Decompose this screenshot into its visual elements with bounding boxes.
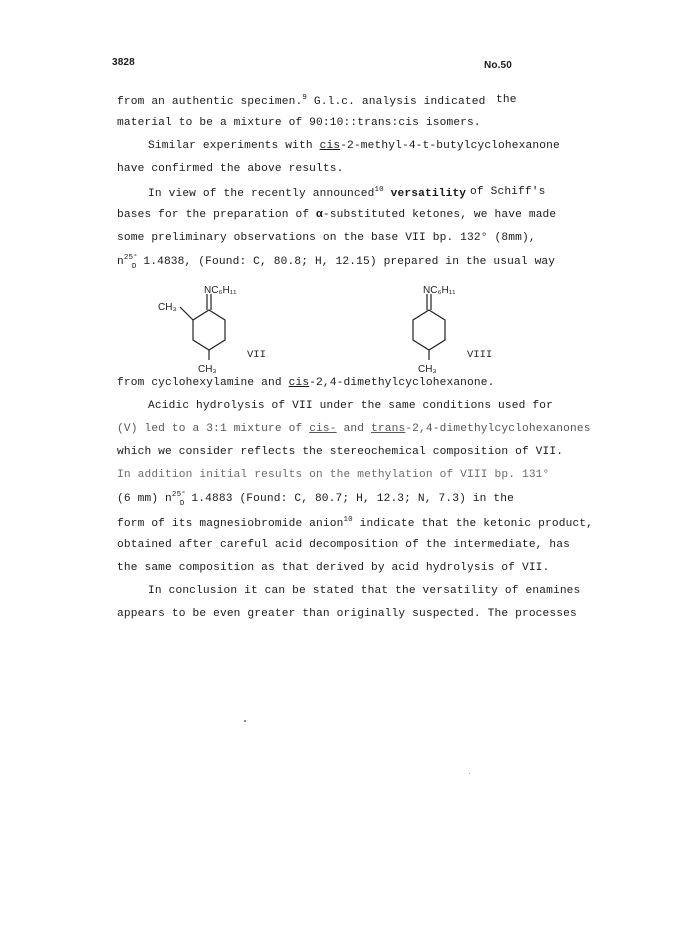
alpha-symbol: α bbox=[316, 209, 323, 221]
text-line-10: Acidic hydrolysis of VII under the same conditions used for bbox=[148, 400, 553, 412]
text-segment: 1.4838, (Found: C, 80.8; H, 12.15) prepared in the usual way bbox=[136, 256, 556, 268]
text-segment: Similar experiments with bbox=[148, 140, 320, 152]
text-line-9 bbox=[117, 377, 495, 389]
text-line-1-end: the bbox=[496, 94, 517, 106]
text-segment: 1.4883 (Found: C, 80.7; H, 12.3; N, 7.3) in the bbox=[184, 493, 514, 505]
italic-term: cis- bbox=[309, 423, 337, 435]
text-segment: -2,4-dimethylcyclohexanone. bbox=[309, 377, 495, 389]
scan-speck bbox=[244, 720, 246, 722]
text-line-16: obtained after careful acid decomposition of the intermediate, has bbox=[117, 539, 570, 551]
text-line-2: material to be a mixture of 90:10::trans:cis isomers. bbox=[117, 117, 481, 129]
refractive-index-symbol: n bbox=[117, 256, 124, 268]
viii-label: VIII bbox=[467, 349, 493, 361]
temperature-superscript: 25° bbox=[123, 254, 138, 262]
text-line-4: have confirmed the above results. bbox=[117, 163, 344, 175]
footnote-ref: 10 bbox=[374, 186, 384, 194]
page-number: 3828 bbox=[112, 57, 135, 68]
text-segment: -2-methyl-4-t-butylcyclohexanone bbox=[340, 140, 560, 152]
italic-term: cis bbox=[288, 377, 310, 389]
text-segment: bases for the preparation of bbox=[117, 209, 317, 221]
text-segment: from an authentic specimen. bbox=[117, 96, 303, 108]
text-segment: indicate that the ketonic product, bbox=[352, 518, 594, 530]
text-line-18: In conclusion it can be stated that the versatility of enamines bbox=[148, 585, 581, 597]
viii-cyclohexane-ring bbox=[413, 310, 445, 350]
text-segment: form of its magnesiobromide anion bbox=[117, 518, 344, 530]
text-line-5 bbox=[148, 186, 466, 200]
text-segment: and bbox=[336, 423, 371, 435]
text-line-19: appears to be even greater than originally suspected. The processes bbox=[117, 608, 577, 620]
issue-number: No.50 bbox=[484, 60, 512, 71]
text-line-17: the same composition as that derived by acid hydrolysis of VII. bbox=[117, 562, 550, 574]
text-line-11 bbox=[117, 423, 591, 435]
text-line-1 bbox=[117, 94, 485, 108]
text-segment: In view of the recently announced bbox=[148, 188, 375, 200]
d-subscript: D bbox=[179, 500, 185, 508]
chemical-structures bbox=[140, 280, 540, 380]
structure-vii bbox=[158, 285, 266, 375]
structure-viii bbox=[413, 285, 492, 375]
temperature-superscript: 25° bbox=[171, 491, 186, 499]
italic-term: cis bbox=[319, 140, 341, 152]
text-line-14 bbox=[117, 491, 514, 508]
vii-n-substituent: NC₆H₁₁ bbox=[204, 285, 237, 296]
scan-speck bbox=[469, 773, 470, 774]
text-segment: from cyclohexylamine and bbox=[117, 377, 289, 389]
italic-term: trans bbox=[370, 423, 406, 435]
footnote-ref: 9 bbox=[302, 94, 307, 102]
vii-methyl-bond bbox=[180, 307, 193, 320]
text-line-15 bbox=[117, 516, 593, 530]
text-line-7: some preliminary observations on the base VII bp. 132° (8mm), bbox=[117, 232, 536, 244]
text-line-3 bbox=[148, 140, 560, 152]
text-line-13: In addition initial results on the methylation of VIII bp. 131° bbox=[117, 469, 550, 481]
text-segment: versatility bbox=[383, 188, 467, 200]
text-line-8 bbox=[117, 254, 556, 271]
vii-bottom-methyl: CH₃ bbox=[198, 364, 217, 375]
text-segment: G.l.c. analysis indicated bbox=[306, 96, 486, 108]
vii-cyclohexane-ring bbox=[193, 310, 225, 350]
text-line-6 bbox=[117, 209, 556, 221]
vii-side-methyl: CH₃ bbox=[158, 302, 177, 313]
viii-n-substituent: NC₆H₁₁ bbox=[423, 285, 456, 296]
text-segment: -substituted ketones, we have made bbox=[322, 209, 557, 221]
text-segment: -2,4-dimethylcyclohexanones bbox=[405, 423, 591, 435]
viii-bottom-methyl: CH₃ bbox=[418, 364, 437, 375]
footnote-ref: 10 bbox=[343, 516, 353, 524]
text-segment: (6 mm) n bbox=[117, 493, 172, 505]
vii-label: VII bbox=[247, 349, 266, 361]
d-subscript: D bbox=[131, 263, 137, 271]
text-line-12: which we consider reflects the stereochemical composition of VII. bbox=[117, 446, 564, 458]
text-line-5-end: of Schiff's bbox=[470, 186, 546, 198]
text-segment: (V) led to a 3:1 mixture of bbox=[117, 423, 310, 435]
